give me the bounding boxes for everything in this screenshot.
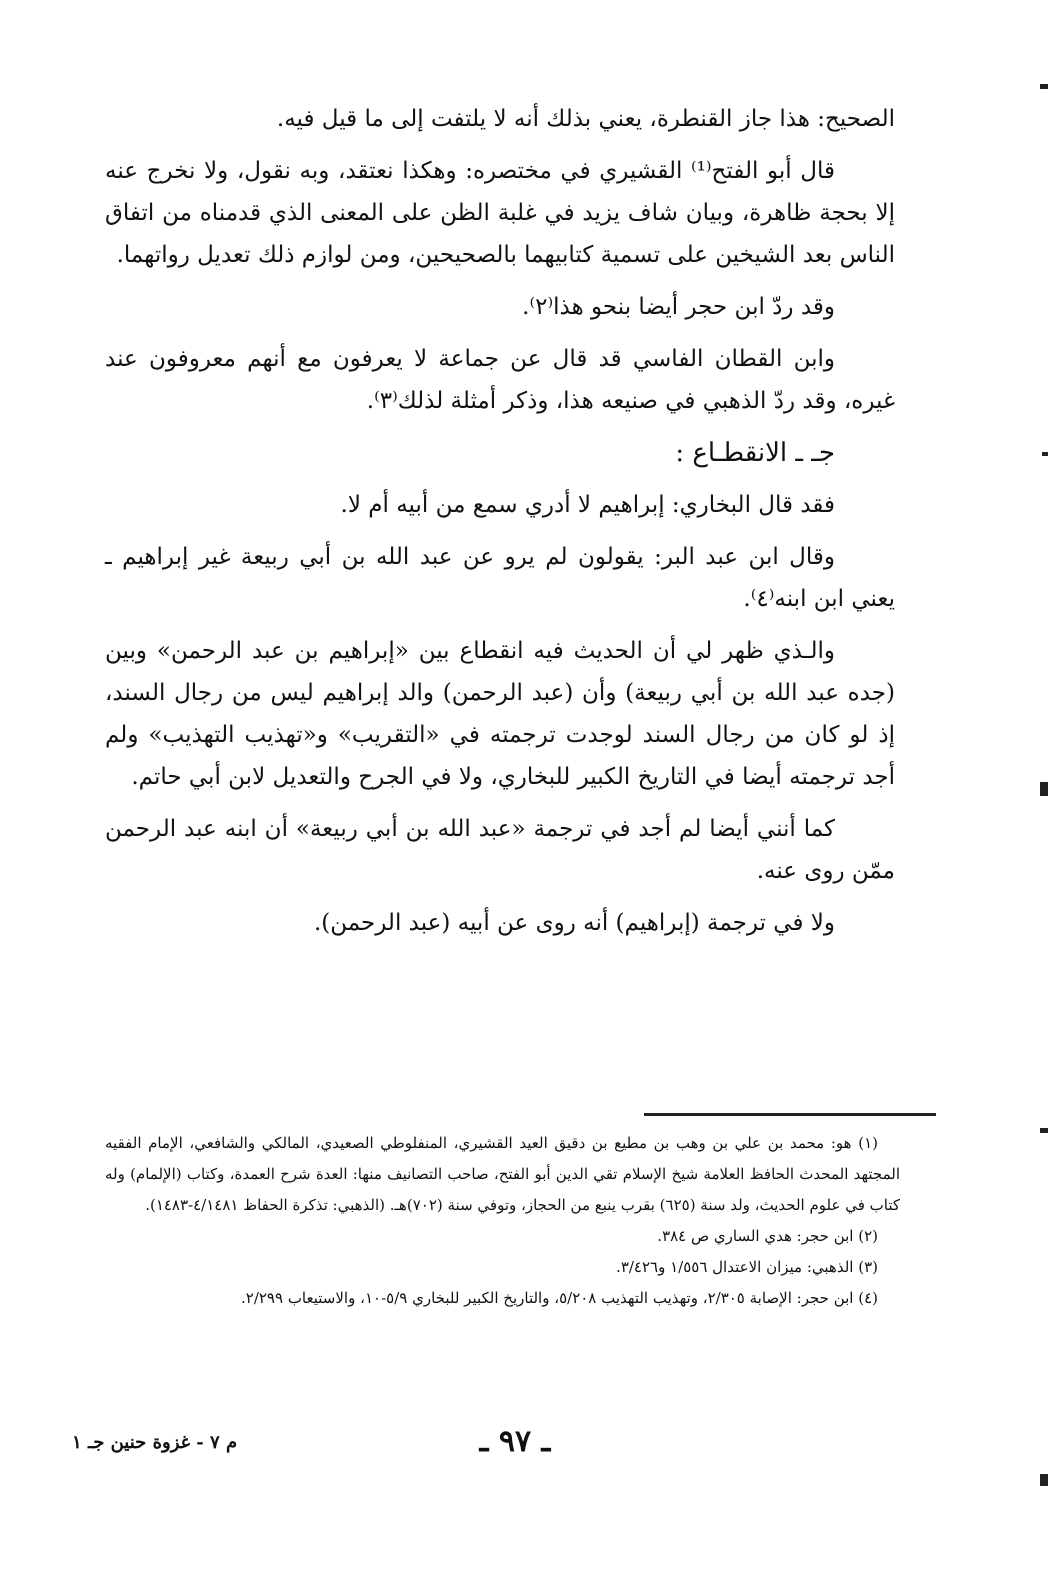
paragraph-7: والـذي ظهر لي أن الحديث فيه انقطاع بين «إبراهيم بن عبد الرحمن» وبين (جده عبد الله بن أبي ربيعة) وأن (عبد الرحمن) والد إبراهيم ليس من رجال السند، إذ لو كان من رجال السند لوجدت ترجمته في «التقريب» و«تهذيب التهذيب» ولم أجد ترجمته أيضا في التاريخ الكبير للبخاري، ولا في الجرح والتعديل لابن أبي حاتم. [105,638,895,790]
signature-mark: م ٧ - غزوة حنين جـ ١ [72,1432,238,1453]
footnote-1: (١) هو: محمد بن علي بن وهب بن مطيع بن دقيق العيد القشيري، المنفلوطي الصعيدي، المالكي والشافعي، الإمام الفقيه المجتهد المحدث الحافظ العلامة شيخ الإسلام تقي الدين أبو الفتح، صاحب التصانيف منها: العدة شرح العمدة، وكتاب (الإلمام) وله كتاب في علوم الحديث، ولد سنة (٦٢٥) بقرب ينبع من الحجاز، وتوفي سنة (٧٠٢)هـ. (الذهبي: تذكرة الحفاظ ٤/١٤٨١-١٤٨٣). [105,1134,900,1214]
scan-edge-mark [1042,452,1048,456]
footnote-4: (٤) ابن حجر: الإصابة ٢/٣٠٥، وتهذيب التهذيب ٥/٢٠٨، والتاريخ الكبير للبخاري ٥/٩-١٠، والاستيعاب ٢/٢٩٩. [240,1289,878,1307]
scan-edge-mark [1040,1128,1048,1133]
scan-edge-mark [1040,782,1048,796]
paragraph-1: الصحيح: هذا جاز القنطرة، يعني بذلك أنه لا يلتفت إلى ما قيل فيه. [276,106,895,132]
page-number: ـ ٩٧ ـ [479,1424,551,1459]
paragraph-4: وابن القطان الفاسي قد قال عن جماعة لا يعرفون مع أنهم معروفون عند غيره، وقد ردّ الذهبي في صنيعه هذا، وذكر أمثلة لذلك⁽٣⁾. [105,346,895,414]
paragraph-5: فقد قال البخاري: إبراهيم لا أدري سمع من أبيه أم لا. [340,492,835,518]
paragraph-9: ولا في ترجمة (إبراهيم) أنه روى عن أبيه (عبد الرحمن). [313,910,835,936]
paragraph-6: وقال ابن عبد البر: يقولون لم يرو عن عبد الله بن أبي ربيعة غير إبراهيم ـ يعني ابن ابنه⁽٤⁾. [105,544,895,612]
paragraph-3: وقد ردّ ابن حجر أيضا بنحو هذا⁽٢⁾. [522,294,835,320]
main-text [105,98,895,954]
scan-edge-mark [1040,1474,1048,1486]
paragraph-8: كما أنني أيضا لم أجد في ترجمة «عبد الله بن أبي ربيعة» أن ابنه عبد الرحمن ممّن روى عنه. [105,816,895,884]
paragraph-2: قال أبو الفتح⁽¹⁾ القشيري في مختصره: وهكذا نعتقد، وبه نقول، ولا نخرج عنه إلا بحجة ظاهرة، وبيان شاف يزيد في غلبة الظن على المعنى الذي قدمناه من اتفاق الناس بعد الشيخين على تسمية كتابيهما بالصحيحين، ومن لوازم ذلك تعديل رواتهما. [105,158,895,268]
footnote-separator [644,1113,936,1116]
footnote-2: (٢) ابن حجر: هدي الساري ص ٣٨٤. [657,1227,878,1245]
scan-edge-mark [1040,84,1048,89]
footnotes [105,1128,900,1314]
footnote-3: (٣) الذهبي: ميزان الاعتدال ١/٥٥٦ و٣/٤٢٦. [616,1258,878,1276]
section-heading: جـ ـ الانقطـاع : [675,438,835,468]
